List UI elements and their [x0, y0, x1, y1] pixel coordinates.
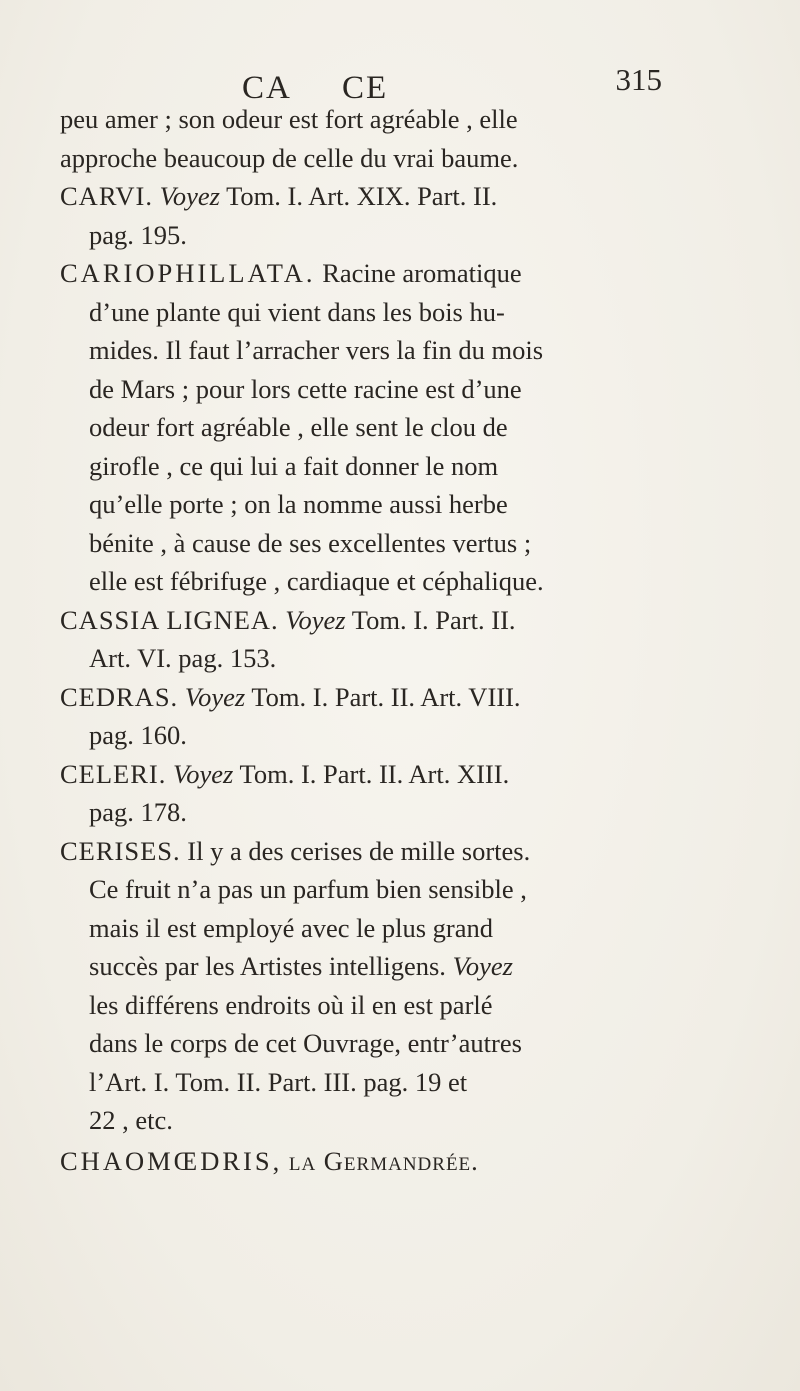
text-line: [60, 485, 750, 524]
see-reference: Voyez: [159, 181, 220, 211]
text-line: [60, 216, 750, 255]
line-text: pag. 160.: [89, 720, 187, 750]
line-text: l’Art. I. Tom. II. Part. III. pag. 19 et: [89, 1066, 468, 1097]
text-line: [60, 1063, 750, 1102]
line-text: mides. Il faut l’arracher vers la fin du mois: [89, 335, 544, 365]
see-reference: Voyez: [452, 951, 513, 981]
definition-text: Racine aromatique: [322, 258, 522, 288]
line-text: elle est fébrifuge , cardiaque et céphalique.: [89, 566, 544, 596]
line-text: odeur fort agréable , elle sent le clou de: [89, 412, 508, 442]
line-text: 22 , etc.: [89, 1105, 173, 1135]
text-line: [60, 986, 750, 1025]
text-line: [60, 370, 750, 409]
running-head-right: CE: [342, 70, 389, 106]
text-line: [60, 1101, 750, 1140]
entry-chaomoedris: [60, 1142, 750, 1181]
entry-carvi: [60, 177, 750, 216]
headword-carvi: CARVI.: [60, 181, 153, 211]
entry-cassia-lignea: [60, 601, 750, 640]
text-line: [60, 870, 750, 909]
text-line: [60, 716, 750, 755]
line-text: mais il est employé avec le plus grand: [89, 912, 494, 943]
see-reference: Voyez: [285, 604, 346, 635]
entry-cerises: [60, 832, 750, 871]
line-text: peu amer ; son odeur est fort agréable , elle: [60, 104, 518, 134]
reference-text: Tom. I. Part. II. Art. VIII.: [251, 681, 521, 712]
line-text: approche beaucoup de celle du vrai baume.: [60, 142, 519, 173]
headword-celeri: CELERI.: [60, 758, 167, 789]
text-line: [60, 100, 750, 139]
headword-cedras: CEDRAS.: [60, 681, 179, 712]
reference-text: Tom. I. Part. II. Art. XIII.: [239, 758, 510, 789]
text-line: [60, 793, 750, 832]
line-text: pag. 195.: [89, 219, 187, 250]
see-reference: Voyez: [173, 758, 234, 789]
headword-chaomoedris: CHAOMŒDRIS,: [60, 1145, 283, 1176]
line-text: girofle , ce qui lui a fait donner le nom: [89, 450, 499, 481]
text-line: [60, 947, 750, 986]
text-line: [60, 909, 750, 948]
line-text: d’une plante qui vient dans les bois hu-: [89, 296, 505, 327]
text-line: [60, 524, 750, 563]
see-reference: Voyez: [184, 681, 246, 712]
headword-cariophillata: CARIOPHILLATA.: [60, 258, 316, 288]
entry-cariophillata: [60, 254, 750, 293]
definition-text: Il y a des cerises de mille sortes.: [187, 835, 531, 866]
reference-text: Tom. I. Part. II.: [351, 604, 516, 635]
headword-cerises: CERISES.: [60, 835, 181, 866]
line-text: Ce fruit n’a pas un parfum bien sensible ,: [89, 874, 527, 904]
line-text: les différens endroits où il en est parlé: [89, 989, 493, 1020]
line-text: succès par les Artistes intelligens.: [89, 951, 446, 981]
text-line: [60, 139, 750, 178]
line-text: dans le corps de cet Ouvrage, entr’autres: [89, 1028, 522, 1058]
text-line: [60, 293, 750, 332]
line-text: de Mars ; pour lors cette racine est d’une: [89, 373, 522, 404]
line-text: qu’elle porte ; on la nomme aussi herbe: [89, 489, 508, 519]
page-number: 315: [615, 62, 662, 97]
text-line: [60, 447, 750, 486]
entry-celeri: [60, 755, 750, 794]
line-text: pag. 178.: [89, 797, 187, 827]
reference-text: Tom. I. Art. XIX. Part. II.: [226, 181, 498, 211]
line-text: Art. VI. pag. 153.: [89, 643, 277, 673]
text-line: [60, 639, 750, 678]
text-line: [60, 408, 750, 447]
dictionary-text: [60, 100, 750, 1180]
text-line: [60, 1024, 750, 1063]
definition-text: la Germandrée.: [288, 1145, 479, 1176]
text-line: [60, 331, 750, 370]
headword-cassia-lignea: CASSIA LIGNEA.: [60, 604, 279, 635]
text-line: [60, 562, 750, 601]
running-head-left: CA: [242, 70, 292, 106]
line-text: bénite , à cause de ses excellentes vertus ;: [89, 527, 532, 558]
entry-cedras: [60, 678, 750, 717]
